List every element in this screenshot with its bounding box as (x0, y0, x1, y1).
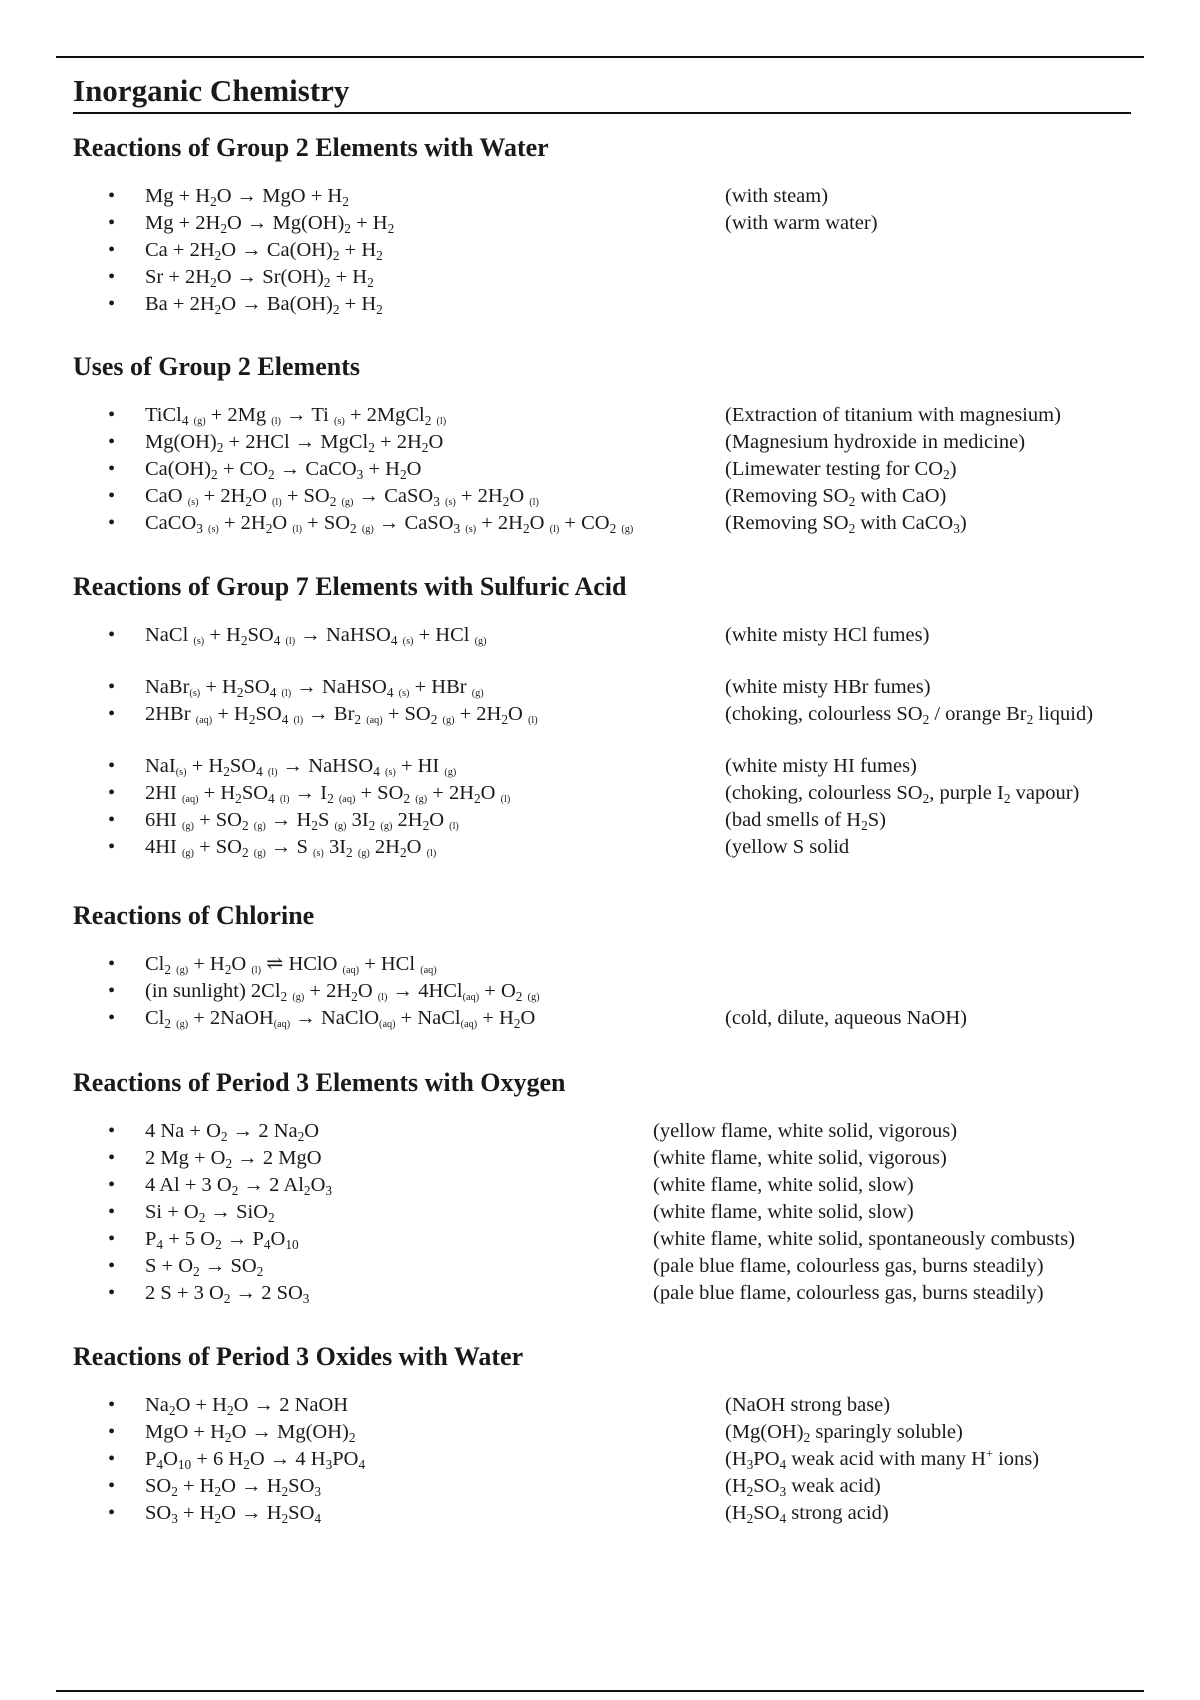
reaction-note: (choking, colourless $SO_2$, purple $I_2$ vapour) (725, 782, 1080, 806)
equation: 2 $Mg + O_2 \to 2$ MgO (145, 1147, 322, 1171)
reaction-note: (white flame, white solid, slow) (653, 1174, 914, 1196)
reaction-note: (white misty HBr fumes) (725, 676, 931, 698)
section-heading: Uses of Group 2 Elements (73, 352, 360, 381)
equation: $Cl_2$ $_{(g)} + H_2O$ $_{(l)}$ ⇌ HClO $_{(aq)}$ + HCl $_{(aq)}$ (145, 953, 437, 977)
section-heading: Reactions of Group 2 Elements with Water (73, 133, 549, 162)
section-heading: Reactions of Period 3 Oxides with Water (73, 1342, 524, 1371)
reaction-note: ($Mg(OH)_2$ sparingly soluble) (725, 1421, 963, 1445)
list-item (73, 1473, 1153, 1500)
reaction-note: (Removing $SO_2$ with CaO) (725, 485, 947, 509)
section-period3-oxygen (73, 1068, 1153, 1307)
list-item (73, 210, 1153, 237)
bullet-icon: • (108, 404, 116, 426)
list-item (73, 1446, 1153, 1473)
equation: CaCO$_3$ $_{(s)} + 2H_2O$ $_{(l)} + SO_2$ $_{(g)}$ → CaSO$_3$ $_{(s)} + 2H_2O$ $_{(l)} + CO_2$ $_{(g)}$ (145, 512, 634, 536)
bullet-icon: • (108, 1502, 116, 1524)
reaction-note: (white flame, white solid, spontaneously combusts) (653, 1228, 1075, 1250)
section-chlorine (73, 901, 1153, 1032)
reaction-note: (white misty HI fumes) (725, 755, 917, 777)
reaction-note: (Extraction of titanium with magnesium) (725, 404, 1061, 426)
list-item (73, 1226, 1153, 1253)
section-group7-sulfuric (73, 572, 1153, 861)
bullet-icon: • (108, 512, 116, 534)
list-item (73, 1419, 1153, 1446)
list-item (73, 1005, 1153, 1032)
equation: $Ba + 2H_2O \to Ba(OH)_2 + H_2$ (145, 293, 383, 317)
list-item (73, 1145, 1153, 1172)
section-group2-water (73, 133, 1153, 318)
equation: 2HBr $_{(aq)} + H_2SO_4$ $_{(l)} \to Br_2$ $_{(aq)} + SO_2$ $_{(g)} + 2H_2O$ $_{(l)}$ (145, 703, 538, 727)
list-item (73, 1280, 1153, 1307)
section-heading: Reactions of Period 3 Elements with Oxygen (73, 1068, 566, 1097)
section-heading: Reactions of Group 7 Elements with Sulfuric Acid (73, 572, 627, 601)
bullet-icon: • (108, 755, 116, 777)
equation: $SO_3 + H_2O \to H_2SO_4$ (145, 1502, 322, 1526)
equation: $Na_2O + H_2O \to 2$ NaOH (145, 1394, 349, 1418)
equation: $Mg(OH)_2 + 2HCl$ → MgCl$_2$ + $2H_2O$ (145, 431, 444, 455)
equation: $NaI_{(s)} + H_2SO_4$ $_{(l)}$ → NaHSO$_4$ $_{(s)}$ + HI $_{(g)}$ (145, 755, 457, 779)
list-item (73, 1500, 1153, 1527)
reaction-note: (bad smells of $H_2S$) (725, 809, 886, 833)
bullet-icon: • (108, 1147, 116, 1169)
equation: $S + O_2 \to SO_2$ (145, 1255, 264, 1279)
bullet-icon: • (108, 1120, 116, 1142)
equation: NaBr$_{(s)}$ + $H_2SO_4$ $_{(l)}$ → NaHSO$_4$ $_{(s)}$ + HBr $_{(g)}$ (145, 676, 484, 700)
equation: $Mg + H_2O$ → MgO + $H_2$ (145, 185, 349, 209)
bullet-icon: • (108, 1282, 116, 1304)
equation: $Si + O_2 \to SiO_2$ (145, 1201, 275, 1225)
bullet-icon: • (108, 782, 116, 804)
equation: TiCl$_4$ $_{(g)}$ + 2Mg $_{(l)}$ → Ti $_{(s)}$ + 2MgCl$_2$ $_{(l)}$ (145, 404, 447, 428)
list-item (73, 701, 1153, 728)
bullet-icon: • (108, 266, 116, 288)
list-item (73, 674, 1153, 701)
bullet-icon: • (108, 1007, 116, 1029)
equation: CaO $_{(s)} + 2H_2O$ $_{(l)} + SO_2$ $_{(g)}$ → CaSO$_3$ $_{(s)} + 2H_2O$ $_{(l)}$ (145, 485, 539, 509)
bullet-icon: • (108, 1228, 116, 1250)
bullet-icon: • (108, 980, 116, 1002)
equation: $Sr + 2H_2O \to Sr(OH)_2 + H_2$ (145, 266, 374, 290)
list-item (73, 951, 1153, 978)
equation: 2 S + 3 $O_2 \to 2$ $SO_3$ (145, 1282, 310, 1306)
bullet-icon: • (108, 836, 116, 858)
bullet-icon: • (108, 953, 116, 975)
list-item (73, 183, 1153, 210)
bullet-icon: • (108, 293, 116, 315)
section-group2-uses (73, 352, 1153, 537)
bullet-icon: • (108, 185, 116, 207)
equation: $Ca(OH)_2 + CO_2$ → CaCO$_3$ + $H_2O$ (145, 458, 422, 482)
reaction-note: (cold, dilute, aqueous NaOH) (725, 1007, 967, 1029)
list-item (73, 237, 1153, 264)
reaction-note: (Magnesium hydroxide in medicine) (725, 431, 1026, 453)
section-heading: Reactions of Chlorine (73, 901, 315, 930)
list-item (73, 264, 1153, 291)
list-item (73, 1392, 1153, 1419)
equation: 6HI $_{(g)} + SO_2$ $_{(g)} \to H_2S$ $_{(g)}$ $3I_2$ $_{(g)}$ $2H_2O$ $_{(l)}$ (145, 809, 459, 833)
reaction-note: (white misty HCl fumes) (725, 624, 930, 646)
bullet-icon: • (108, 1174, 116, 1196)
bullet-icon: • (108, 809, 116, 831)
bullet-icon: • (108, 1255, 116, 1277)
equation: 2HI $_{(aq)} + H_2SO_4$ $_{(l)} \to I_2$ $_{(aq)} + SO_2$ $_{(g)} + 2H_2O$ $_{(l)}$ (145, 782, 511, 806)
equation: (in sunlight) $2Cl_2$ $_{(g)} + 2H_2O$ $_{(l)} \to 4HCl_{(aq)} + O_2$ $_{(g)}$ (145, 980, 540, 1004)
reaction-note: (choking, colourless $SO_2$ / orange $Br_2$ liquid) (725, 703, 1094, 727)
equation: 4HI $_{(g)} + SO_2$ $_{(g)}$ → S $_{(s)}$ $3I_2$ $_{(g)}$ $2H_2O$ $_{(l)}$ (145, 836, 437, 860)
reaction-note: ($H_3PO_4$ weak acid with many H+ ions) (725, 1446, 1040, 1472)
list-item (73, 1118, 1153, 1145)
top-rule (56, 56, 1144, 58)
reaction-note: (pale blue flame, colourless gas, burns steadily) (653, 1282, 1044, 1304)
list-item (73, 834, 1153, 861)
equation: $Cl_2$ $_{(g)}$ + 2NaOH$_{(aq)}$ → NaClO$_{(aq)}$ + NaCl$_{(aq)}$ + $H_2O$ (145, 1007, 536, 1031)
equation: $Ca + 2H_2O \to Ca(OH)_2 + H_2$ (145, 239, 383, 263)
bottom-rule (56, 1690, 1144, 1692)
reaction-note: (with steam) (725, 185, 829, 207)
bullet-icon: • (108, 1201, 116, 1223)
equation: 4 Al + 3 $O_2 \to 2$ $Al_2O_3$ (145, 1174, 333, 1198)
bullet-icon: • (108, 239, 116, 261)
list-item (73, 780, 1153, 807)
reaction-note: (pale blue flame, colourless gas, burns steadily) (653, 1255, 1044, 1277)
list-item (73, 483, 1153, 510)
equation: 4 $Na + O_2 \to 2$ $Na_2O$ (145, 1120, 320, 1144)
reaction-note: (white flame, white solid, vigorous) (653, 1147, 947, 1169)
list-item (73, 978, 1153, 1005)
equation: $SO_2 + H_2O \to H_2SO_3$ (145, 1475, 322, 1499)
reaction-note: ($H_2SO_4$ strong acid) (725, 1502, 889, 1526)
list-item (73, 1253, 1153, 1280)
reaction-note: ($H_2SO_3$ weak acid) (725, 1475, 881, 1499)
bullet-icon: • (108, 212, 116, 234)
reaction-note: (Removing $SO_2$ with CaCO$_3$) (725, 512, 967, 536)
list-item (73, 429, 1153, 456)
reaction-note: (with warm water) (725, 212, 878, 234)
bullet-icon: • (108, 1421, 116, 1443)
bullet-icon: • (108, 1475, 116, 1497)
reaction-note: (yellow flame, white solid, vigorous) (653, 1120, 958, 1142)
list-item (73, 456, 1153, 483)
bullet-icon: • (108, 1448, 116, 1470)
section-period3-oxides-water (73, 1342, 1153, 1527)
list-item (73, 753, 1153, 780)
list-item (73, 291, 1153, 318)
bullet-icon: • (108, 703, 116, 725)
bullet-icon: • (108, 676, 116, 698)
list-item (73, 1199, 1153, 1226)
list-item (73, 510, 1153, 537)
bullet-icon: • (108, 458, 116, 480)
bullet-icon: • (108, 431, 116, 453)
equation: MgO + $H_2O \to Mg(OH)_2$ (145, 1421, 356, 1445)
reaction-note: (yellow S solid (725, 836, 850, 858)
page-title: Inorganic Chemistry (73, 73, 1131, 114)
equation: NaCl $_{(s)} + H_2SO_4$ $_{(l)}$ → NaHSO$_4$ $_{(s)}$ + HCl $_{(g)}$ (145, 624, 487, 648)
list-item (73, 1172, 1153, 1199)
reaction-note: (Limewater testing for $CO_2$) (725, 458, 957, 482)
reaction-note: (NaOH strong base) (725, 1394, 891, 1416)
bullet-icon: • (108, 624, 116, 646)
bullet-icon: • (108, 1394, 116, 1416)
bullet-icon: • (108, 485, 116, 507)
reaction-note: (white flame, white solid, slow) (653, 1201, 914, 1223)
list-item (73, 807, 1153, 834)
equation: $Mg + 2H_2O \to Mg(OH)_2 + H_2$ (145, 212, 395, 236)
list-item (73, 402, 1153, 429)
list-item (73, 622, 1153, 649)
equation: $P_4O_{10} + 6$ $H_2O \to 4$ $H_3PO_4$ (145, 1448, 366, 1472)
equation: $P_4 + 5$ $O_2 \to P_4O_{10}$ (145, 1228, 299, 1252)
